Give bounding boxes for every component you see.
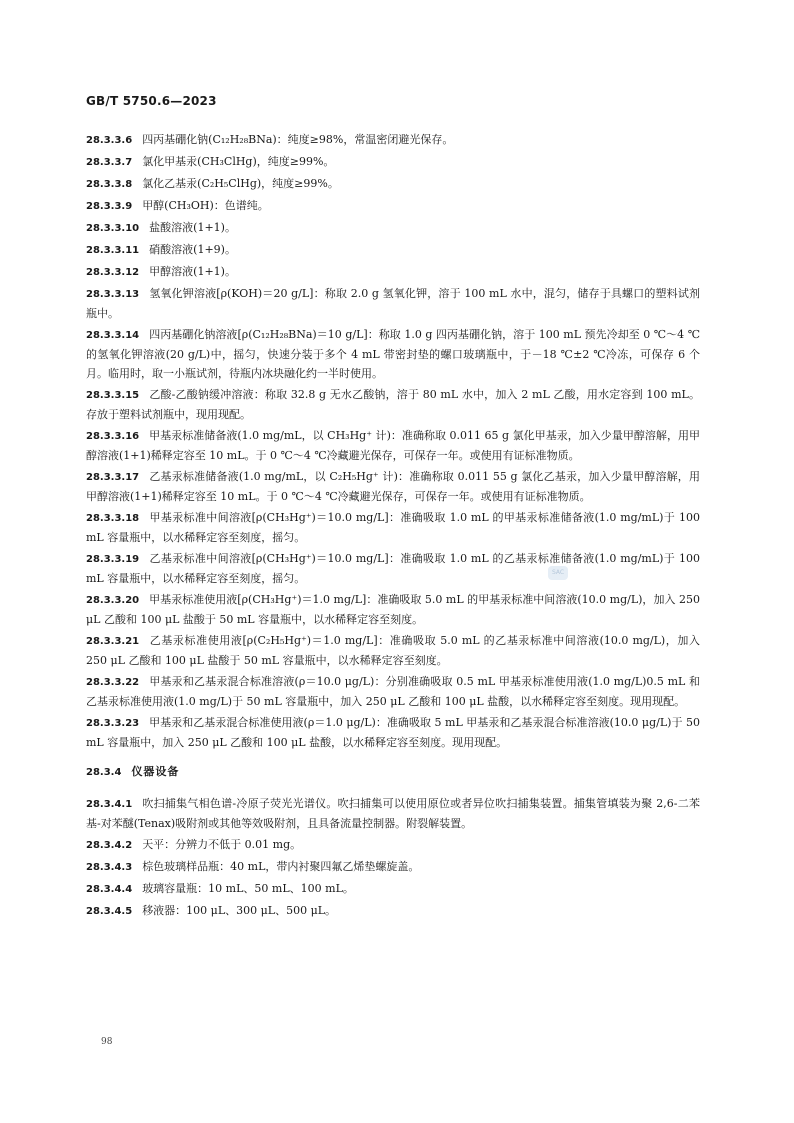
clause-text: 乙基汞标准使用液[ρ(C₂H₅Hg⁺)＝1.0 mg/L]：准确吸取 5.0 mL 的乙基汞标准中间溶液(10.0 mg/L)，加入 250 μL 乙酸和 100 μL 盐酸于 50 mL 容量瓶中，以水稀释定容至刻度。 <box>86 634 700 667</box>
clause-number: 28.3.3.20 <box>86 595 140 606</box>
clause-number: 28.3.3.14 <box>86 330 140 341</box>
clause-number: 28.3.4.1 <box>86 799 133 810</box>
clause-number: 28.3.3.13 <box>86 289 140 300</box>
clause-number: 28.3.3.12 <box>86 267 140 278</box>
clause-item <box>86 385 700 424</box>
clause-text: 棕色玻璃样品瓶：40 mL，带内衬聚四氟乙烯垫螺旋盖。 <box>142 860 420 873</box>
clause-text: 甲基汞标准使用液[ρ(CH₃Hg⁺)＝1.0 mg/L]：准确吸取 5.0 mL 的甲基汞标准中间溶液(10.0 mg/L)，加入 250 μL 乙酸和 100 μL 盐酸于 50 mL 容量瓶中，以水稀释定容至刻度。 <box>86 593 700 626</box>
clause-item <box>86 426 700 465</box>
clause-text: 甲基汞和乙基汞混合标准溶液(ρ＝10.0 μg/L)：分别准确吸取 0.5 mL 甲基汞标准使用液(1.0 mg/L)0.5 mL 和乙基汞标准使用液(1.0 mg/L)于 50 mL 容量瓶中，加入 250 μL 乙酸和 100 μL 盐酸，以水稀释定容至刻度。现用现配。 <box>86 675 700 708</box>
clause-number: 28.3.3.21 <box>86 636 140 647</box>
clause-number: 28.3.3.8 <box>86 179 133 190</box>
clause-item <box>86 794 700 833</box>
clause-item <box>86 879 700 899</box>
clause-number: 28.3.4.5 <box>86 906 133 917</box>
clause-text: 甲醇溶液(1+1)。 <box>149 265 236 278</box>
watermark-logo: SAC <box>548 566 568 580</box>
clause-number: 28.3.4.2 <box>86 840 133 851</box>
document-header: GB/T 5750.6—2023 <box>86 94 217 108</box>
clause-item <box>86 218 700 238</box>
clause-number: 28.3.3.15 <box>86 390 140 401</box>
clause-number: 28.3.4.3 <box>86 862 133 873</box>
clause-text: 玻璃容量瓶：10 mL、50 mL、100 mL。 <box>142 882 354 895</box>
clause-item <box>86 284 700 323</box>
clause-text: 乙酸-乙酸钠缓冲溶液：称取 32.8 g 无水乙酸钠，溶于 80 mL 水中，加入 2 mL 乙酸，用水定容到 100 mL。存放于塑料试剂瓶中，现用现配。 <box>86 388 700 421</box>
clause-text: 四丙基硼化钠(C₁₂H₂₈BNa)：纯度≥98%，常温密闭避光保存。 <box>142 133 454 146</box>
clause-text: 吹扫捕集气相色谱-冷原子荧光光谱仪。吹扫捕集可以使用原位或者异位吹扫捕集装置。捕集管填装为聚 2,6-二苯基-对苯醚(Tenax)吸附剂或其他等效吸附剂，且具备流量控制器。附裂解装置。 <box>86 797 700 830</box>
clause-item <box>86 835 700 855</box>
clause-item <box>86 549 700 588</box>
clause-text: 天平：分辨力不低于 0.01 mg。 <box>142 838 302 851</box>
clause-item <box>86 325 700 383</box>
clause-item <box>86 508 700 547</box>
clause-text: 硝酸溶液(1+9)。 <box>149 243 236 256</box>
clause-text: 甲基汞标准储备液(1.0 mg/mL，以 CH₃Hg⁺ 计)：准确称取 0.011 65 g 氯化甲基汞，加入少量甲醇溶解，用甲醇溶液(1+1)稀释定容至 10 mL。于 0 ℃～4 ℃冷藏避光保存，可保存一年。或使用有证标准物质。 <box>86 429 700 462</box>
clause-text: 移液器：100 μL、300 μL、500 μL。 <box>142 904 337 917</box>
clause-text: 氯化甲基汞(CH₃ClHg)，纯度≥99%。 <box>142 155 335 168</box>
section-heading <box>86 762 700 782</box>
equipment-list <box>86 794 700 921</box>
reagent-list <box>86 130 700 752</box>
clause-text: 甲基汞标准中间溶液[ρ(CH₃Hg⁺)＝10.0 mg/L]：准确吸取 1.0 mL 的甲基汞标准储备液(1.0 mg/mL)于 100 mL 容量瓶中，以水稀释定容至刻度，摇匀。 <box>86 511 700 544</box>
clause-text: 四丙基硼化钠溶液[ρ(C₁₂H₂₈BNa)＝10 g/L]：称取 1.0 g 四丙基硼化钠，溶于 100 mL 预先冷却至 0 ℃～4 ℃的氢氧化钾溶液(20 g/L)中，摇匀，快速分装于多个 4 mL 带密封垫的螺口玻璃瓶中，于－18 ℃±2 ℃冷冻，可保存 6 个月。临用时，取一小瓶试剂，待瓶内冰块融化约一半时使用。 <box>86 328 700 380</box>
clause-number: 28.3.4.4 <box>86 884 133 895</box>
clause-item <box>86 590 700 629</box>
clause-item <box>86 857 700 877</box>
clause-text: 氢氧化钾溶液[ρ(KOH)＝20 g/L]：称取 2.0 g 氢氧化钾，溶于 100 mL 水中，混匀，储存于具螺口的塑料试剂瓶中。 <box>86 287 700 320</box>
clause-number: 28.3.3.18 <box>86 513 140 524</box>
clause-text: 氯化乙基汞(C₂H₅ClHg)，纯度≥99%。 <box>142 177 339 190</box>
clause-number: 28.3.3.16 <box>86 431 140 442</box>
clause-item <box>86 631 700 670</box>
clause-text: 乙基汞标准储备液(1.0 mg/mL，以 C₂H₅Hg⁺ 计)：准确称取 0.011 55 g 氯化乙基汞，加入少量甲醇溶解，用甲醇溶液(1+1)稀释定容至 10 mL。于 0 ℃～4 ℃冷藏避光保存，可保存一年。或使用有证标准物质。 <box>86 470 700 503</box>
clause-item <box>86 174 700 194</box>
page-number: 98 <box>101 1037 113 1047</box>
section-number: 28.3.4 <box>86 767 122 778</box>
clause-item <box>86 130 700 150</box>
clause-item <box>86 240 700 260</box>
clause-item <box>86 196 700 216</box>
clause-item <box>86 901 700 921</box>
clause-number: 28.3.3.11 <box>86 245 140 256</box>
clause-item <box>86 713 700 752</box>
clause-number: 28.3.3.9 <box>86 201 133 212</box>
document-body <box>86 130 700 923</box>
clause-item <box>86 262 700 282</box>
clause-number: 28.3.3.10 <box>86 223 140 234</box>
clause-number: 28.3.3.22 <box>86 677 140 688</box>
clause-number: 28.3.3.6 <box>86 135 133 146</box>
clause-item <box>86 152 700 172</box>
clause-number: 28.3.3.19 <box>86 554 140 565</box>
clause-text: 甲醇(CH₃OH)：色谱纯。 <box>142 199 269 212</box>
clause-number: 28.3.3.17 <box>86 472 140 483</box>
clause-text: 乙基汞标准中间溶液[ρ(CH₃Hg⁺)＝10.0 mg/L]：准确吸取 1.0 mL 的乙基汞标准储备液(1.0 mg/mL)于 100 mL 容量瓶中，以水稀释定容至刻度，摇匀。 <box>86 552 700 585</box>
clause-item <box>86 467 700 506</box>
section-title: 仪器设备 <box>131 765 180 778</box>
clause-item <box>86 672 700 711</box>
clause-text: 盐酸溶液(1+1)。 <box>149 221 236 234</box>
clause-number: 28.3.3.7 <box>86 157 133 168</box>
clause-text: 甲基汞和乙基汞混合标准使用液(ρ＝1.0 μg/L)：准确吸取 5 mL 甲基汞和乙基汞混合标准溶液(10.0 μg/L)于 50 mL 容量瓶中，加入 250 μL 乙酸和 100 μL 盐酸，以水稀释定容至刻度。现用现配。 <box>86 716 700 749</box>
clause-number: 28.3.3.23 <box>86 718 140 729</box>
